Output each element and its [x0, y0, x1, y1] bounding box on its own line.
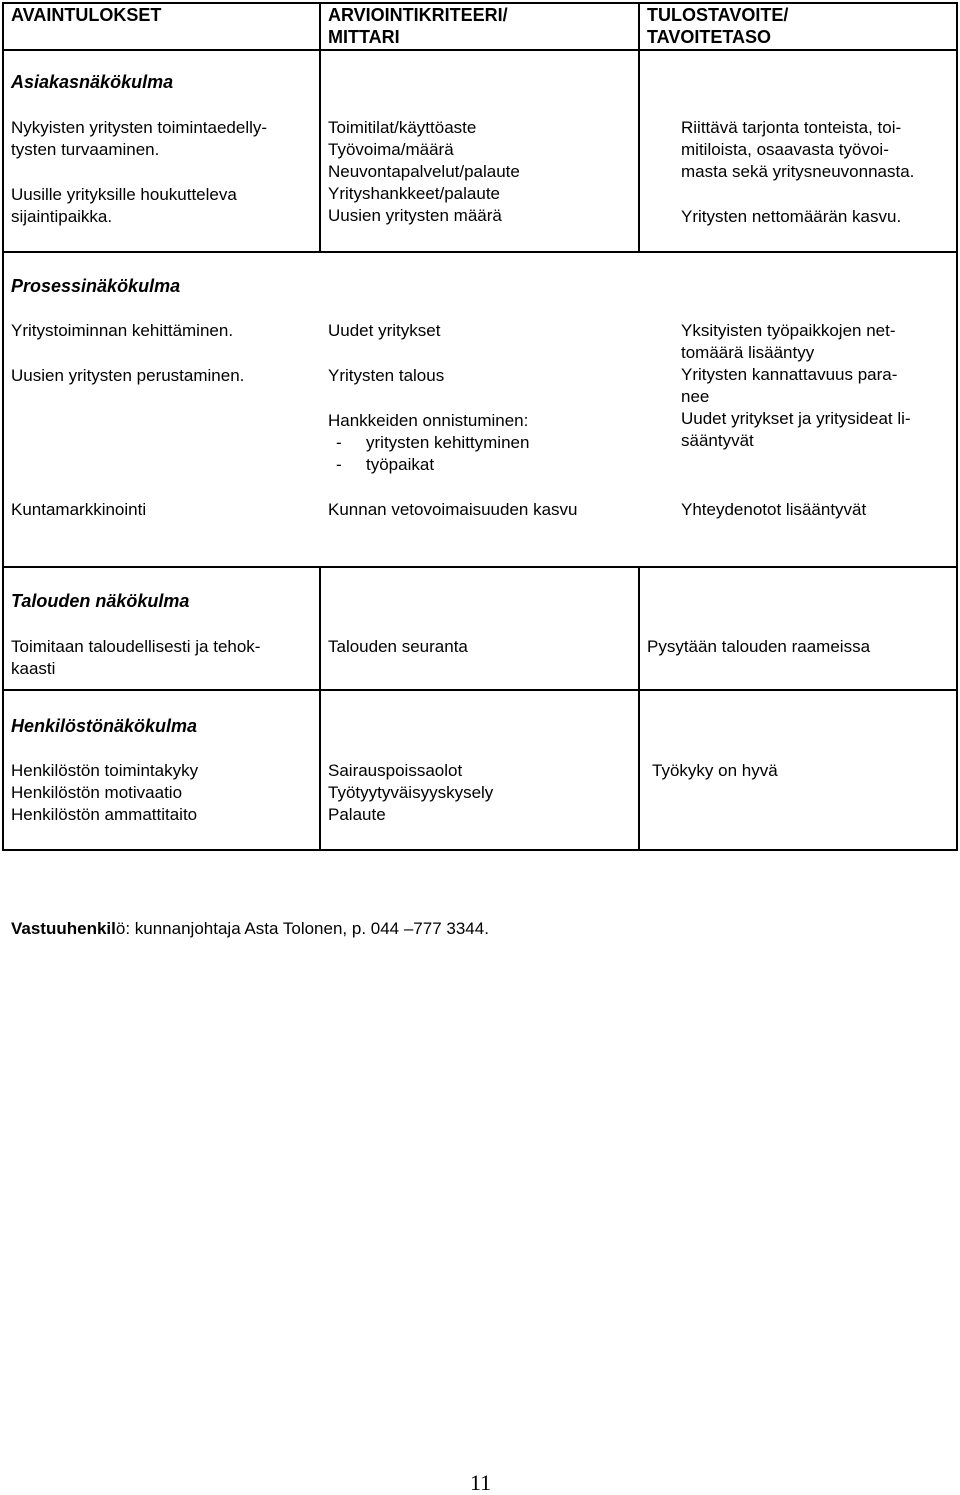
process-target-2: Yhteydenotot lisääntyvät [681, 500, 867, 519]
finance-criteria: Talouden seuranta [328, 637, 468, 656]
responsible-person [11, 918, 489, 940]
process-criteria-3: Hankkeiden onnistuminen: [328, 411, 529, 430]
customer-result-2: Uusille yrityksille houkutteleva sijaintipaikka. [11, 185, 237, 226]
customer-target-2: Yritysten nettomäärän kasvu. [681, 207, 902, 226]
section-title-finance: Talouden näkökulma [11, 591, 190, 611]
finance-target: Pysytään talouden raameissa [647, 637, 871, 656]
process-result-2: Uusien yritysten perustaminen. [11, 366, 245, 385]
process-criteria-1: Uudet yritykset [328, 321, 441, 340]
process-result-3: Kuntamarkkinointi [11, 500, 147, 519]
bullet-item: työpaikat [366, 455, 435, 474]
page-number: 11 [470, 1470, 492, 1495]
personnel-target: Työkyky on hyvä [652, 761, 778, 780]
bullet-dash: - [336, 455, 342, 474]
section-title-personnel: Henkilöstönäkökulma [11, 716, 198, 736]
customer-result-1: Nykyisten yritysten toimintaedelly- tysten turvaaminen. [11, 118, 268, 159]
process-criteria-2: Yritysten talous [328, 366, 445, 385]
section-title-customer: Asiakasnäkökulma [11, 72, 174, 92]
bullet-item: yritysten kehittyminen [366, 433, 530, 452]
process-result-1: Yritystoiminnan kehittäminen. [11, 321, 234, 340]
header-target: TULOSTAVOITE/ TAVOITETASO [647, 5, 789, 47]
section-title-process: Prosessinäkökulma [11, 276, 181, 296]
personnel-criteria: Sairauspoissaolot Työtyytyväisyyskysely Palaute [328, 761, 494, 824]
responsible-text: ö: kunnanjohtaja Asta Tolonen, p. 044 –777 3344. [115, 919, 489, 938]
customer-criteria: Toimitilat/käyttöaste Työvoima/määrä Neuvontapalvelut/palaute Yrityshankkeet/palaute Uusien yritysten määrä [328, 118, 520, 225]
finance-result: Toimitaan taloudellisesti ja tehok- kaasti [11, 637, 261, 678]
header-key-results: AVAINTULOKSET [11, 5, 162, 25]
bullet-dash: - [336, 433, 342, 452]
process-criteria-4: Kunnan vetovoimaisuuden kasvu [328, 500, 578, 519]
header-criteria: ARVIOINTIKRITEERI/ MITTARI [328, 5, 508, 47]
responsible-label: Vastuuhenkil [11, 919, 116, 938]
personnel-result: Henkilöstön toimintakyky Henkilöstön motivaatio Henkilöstön ammattitaito [11, 761, 199, 824]
process-target-1: Yksityisten työpaikkojen net- tomäärä lisääntyy Yritysten kannattavuus para- nee Uudet yritykset ja yritysideat li- sääntyvät [681, 321, 911, 450]
customer-target-1: Riittävä tarjonta tonteista, toi- mitiloista, osaavasta työvoi- masta sekä yritysneuvonnasta. [681, 118, 915, 181]
